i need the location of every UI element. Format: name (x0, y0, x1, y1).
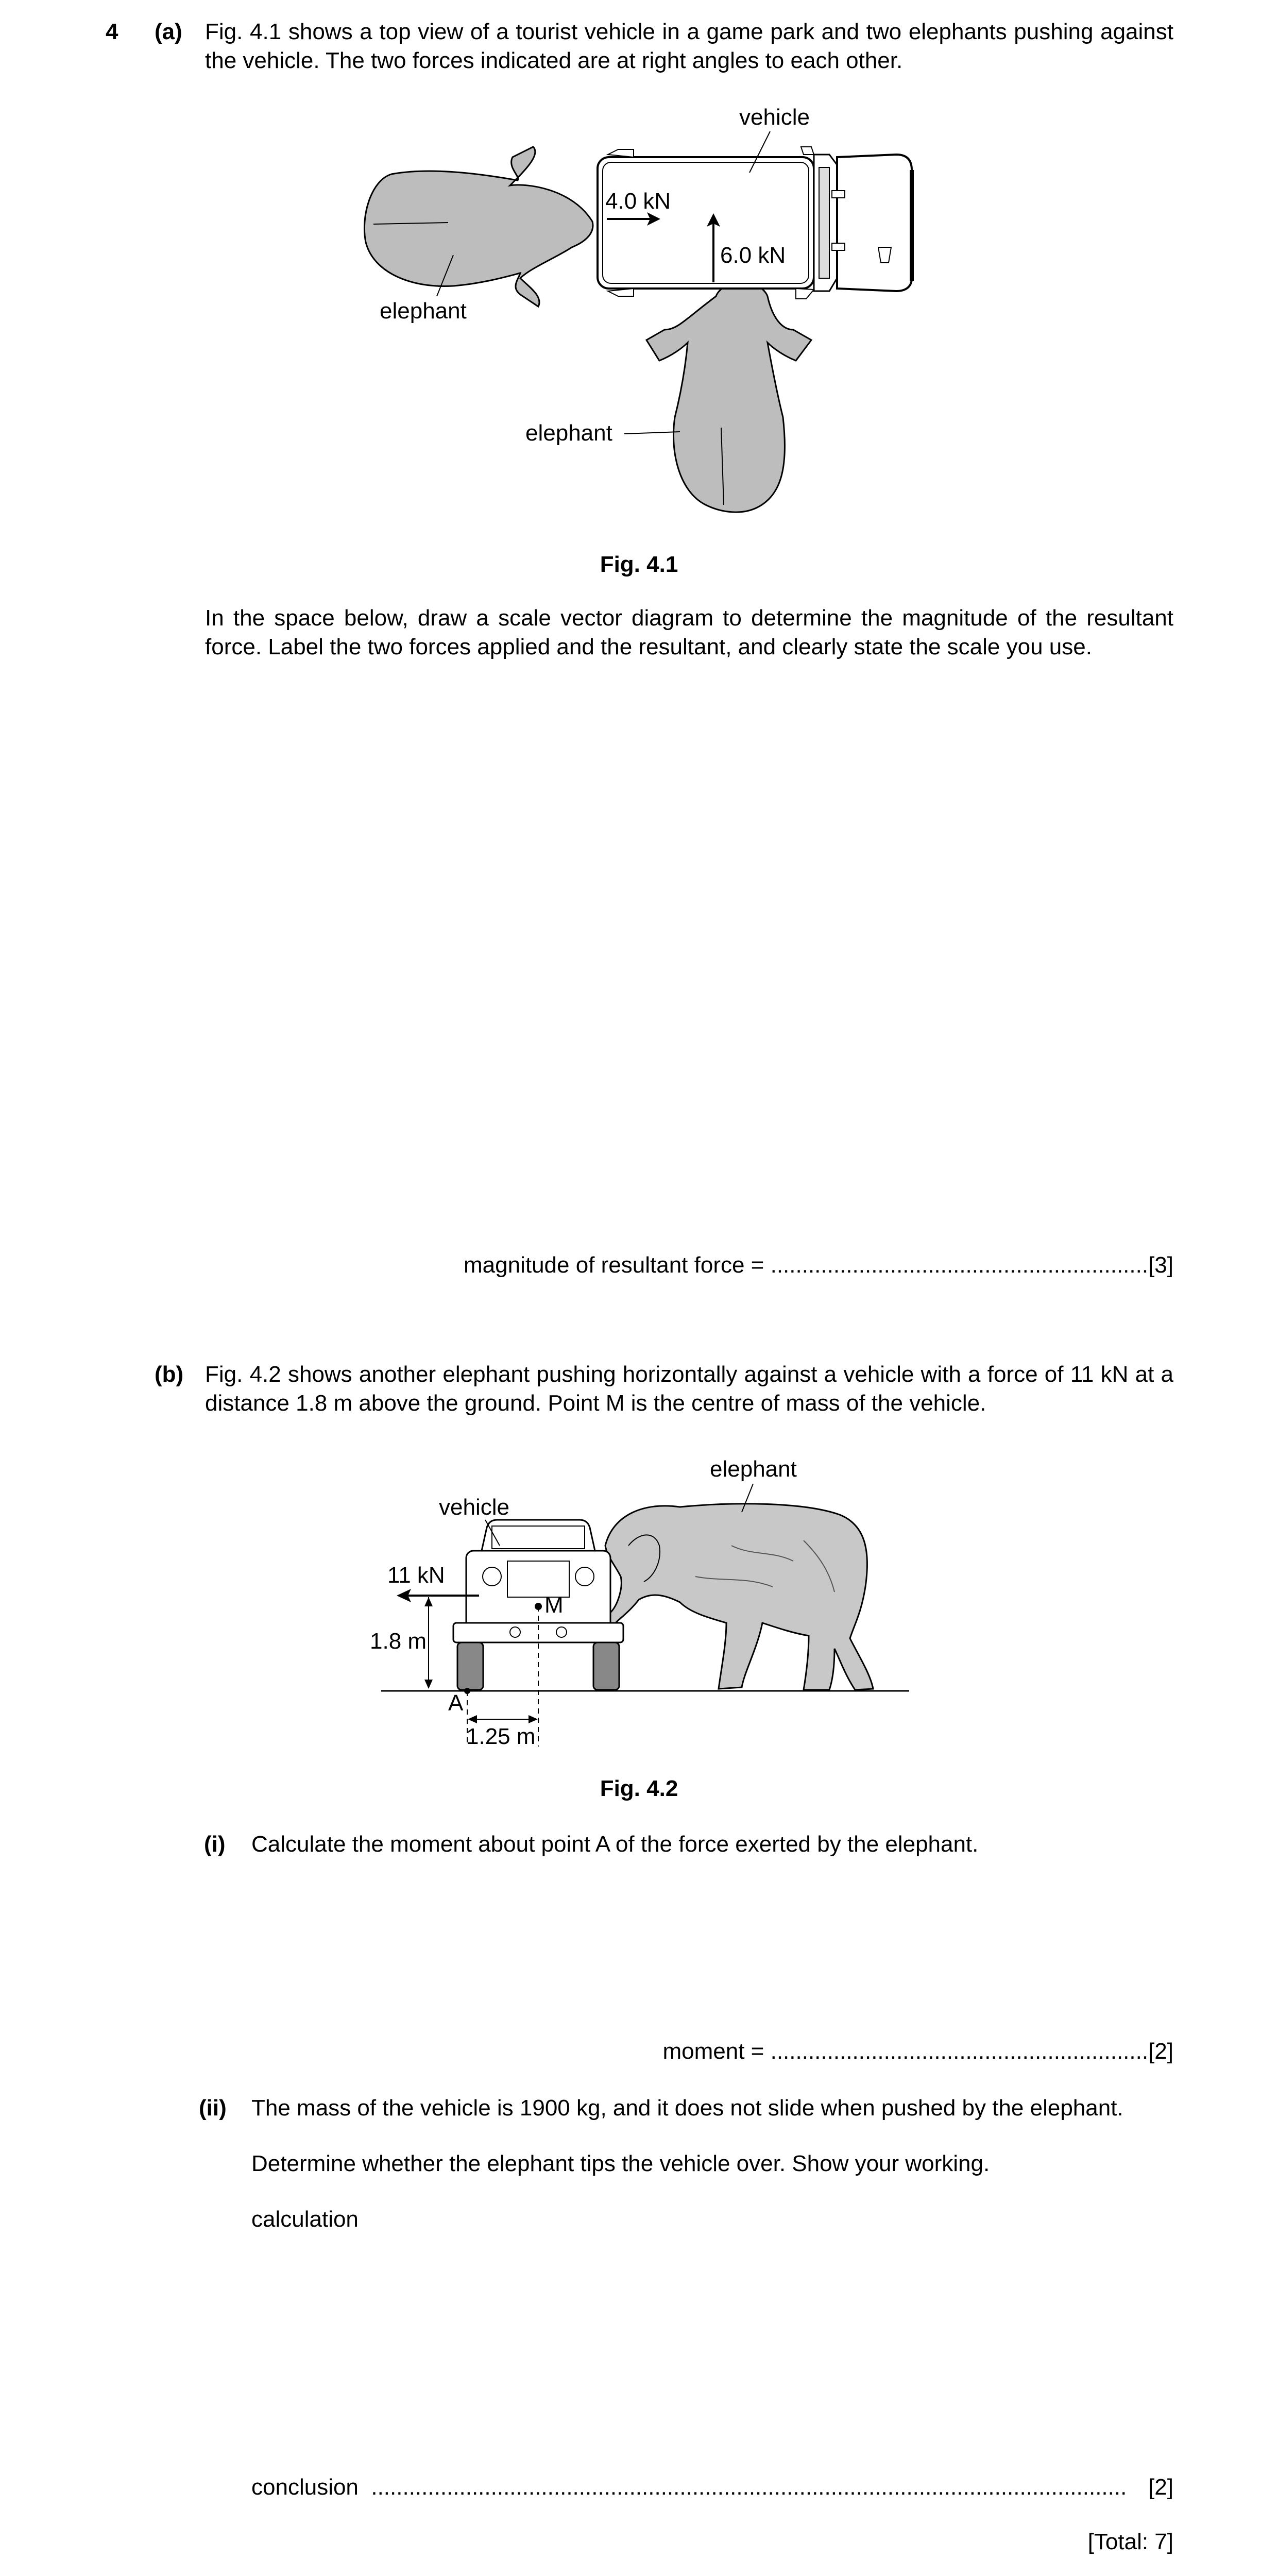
part-a-intro: Fig. 4.1 shows a top view of a tourist vehicle in a game park and two elephants pushing against the vehicle. The two forces indicated are at right angles to each other. (205, 19, 1173, 73)
force-11kN-label: 11 kN (387, 1563, 445, 1588)
conclusion-answer-line (251, 2473, 1173, 2502)
calculation-label: calculation (251, 2207, 359, 2232)
point-a-label: A (448, 1690, 464, 1716)
force-4kN-label: 4.0 kN (605, 189, 671, 214)
figure-4-2 (0, 1437, 1278, 1757)
conclusion-label: conclusion (251, 2475, 359, 2500)
moment-dots[interactable]: ............................................................ (770, 2039, 1149, 2064)
sub-i-marks: [2] (1148, 2039, 1173, 2064)
part-a-label: (a) (155, 19, 182, 44)
elephant-bottom-shape (646, 282, 811, 512)
vehicle-label: vehicle (739, 105, 810, 130)
figure-4-2-caption: Fig. 4.2 (600, 1776, 678, 1801)
moment-label: moment = (662, 2039, 771, 2064)
total-marks: [Total: 7] (1087, 2529, 1173, 2554)
resultant-force-dots[interactable]: ............................................................ (770, 1252, 1149, 1278)
elephant-left-shape (364, 147, 592, 307)
moment-answer-line (663, 2037, 1174, 2066)
force-6kN-label: 6.0 kN (720, 243, 786, 268)
height-label: 1.8 m (370, 1629, 427, 1654)
sub-ii-text2: Determine whether the elephant tips the vehicle over. Show your working. (251, 2151, 990, 2176)
sub-ii-marks: [2] (1148, 2473, 1173, 2502)
conclusion-dots[interactable]: ........................................................................................................................ (371, 2475, 1127, 2500)
figure-4-1 (0, 93, 1278, 546)
sub-ii-text: The mass of the vehicle is 1900 kg, and it does not slide when pushed by the elephant. (251, 2095, 1123, 2121)
distance-label: 1.25 m (466, 1724, 536, 1749)
part-b-intro: Fig. 4.2 shows another elephant pushing horizontally against a vehicle with a force of 11 kN at a distance 1.8 m above the ground. Point M is the centre of mass of the vehicle. (205, 1362, 1173, 1416)
part-a-instruction: In the space below, draw a scale vector diagram to determine the magnitude of the resultant force. Label the two forces applied and the resultant, and clearly state the scale you use. (205, 605, 1173, 659)
elephant-bottom-label: elephant (525, 420, 612, 446)
vehicle-front-label: vehicle (439, 1495, 509, 1520)
resultant-force-answer-line (464, 1251, 1173, 1280)
vehicle-top-shape (598, 147, 912, 299)
elephant-side-shape (605, 1504, 873, 1690)
question-number: 4 (106, 19, 118, 44)
sub-i-text: Calculate the moment about point A of the force exerted by the elephant. (251, 1832, 979, 1857)
part-b-label: (b) (155, 1362, 184, 1387)
elephant-left-label: elephant (380, 298, 467, 324)
sub-i-label: (i) (204, 1832, 226, 1857)
resultant-force-label: magnitude of resultant force = (464, 1252, 771, 1278)
distance-dimension (468, 1715, 538, 1723)
sub-ii-label: (ii) (199, 2095, 227, 2121)
figure-4-1-caption: Fig. 4.1 (600, 552, 678, 577)
part-a-marks: [3] (1148, 1252, 1173, 1278)
centre-of-mass-label: M (544, 1592, 564, 1618)
elephant-side-label: elephant (710, 1456, 797, 1482)
